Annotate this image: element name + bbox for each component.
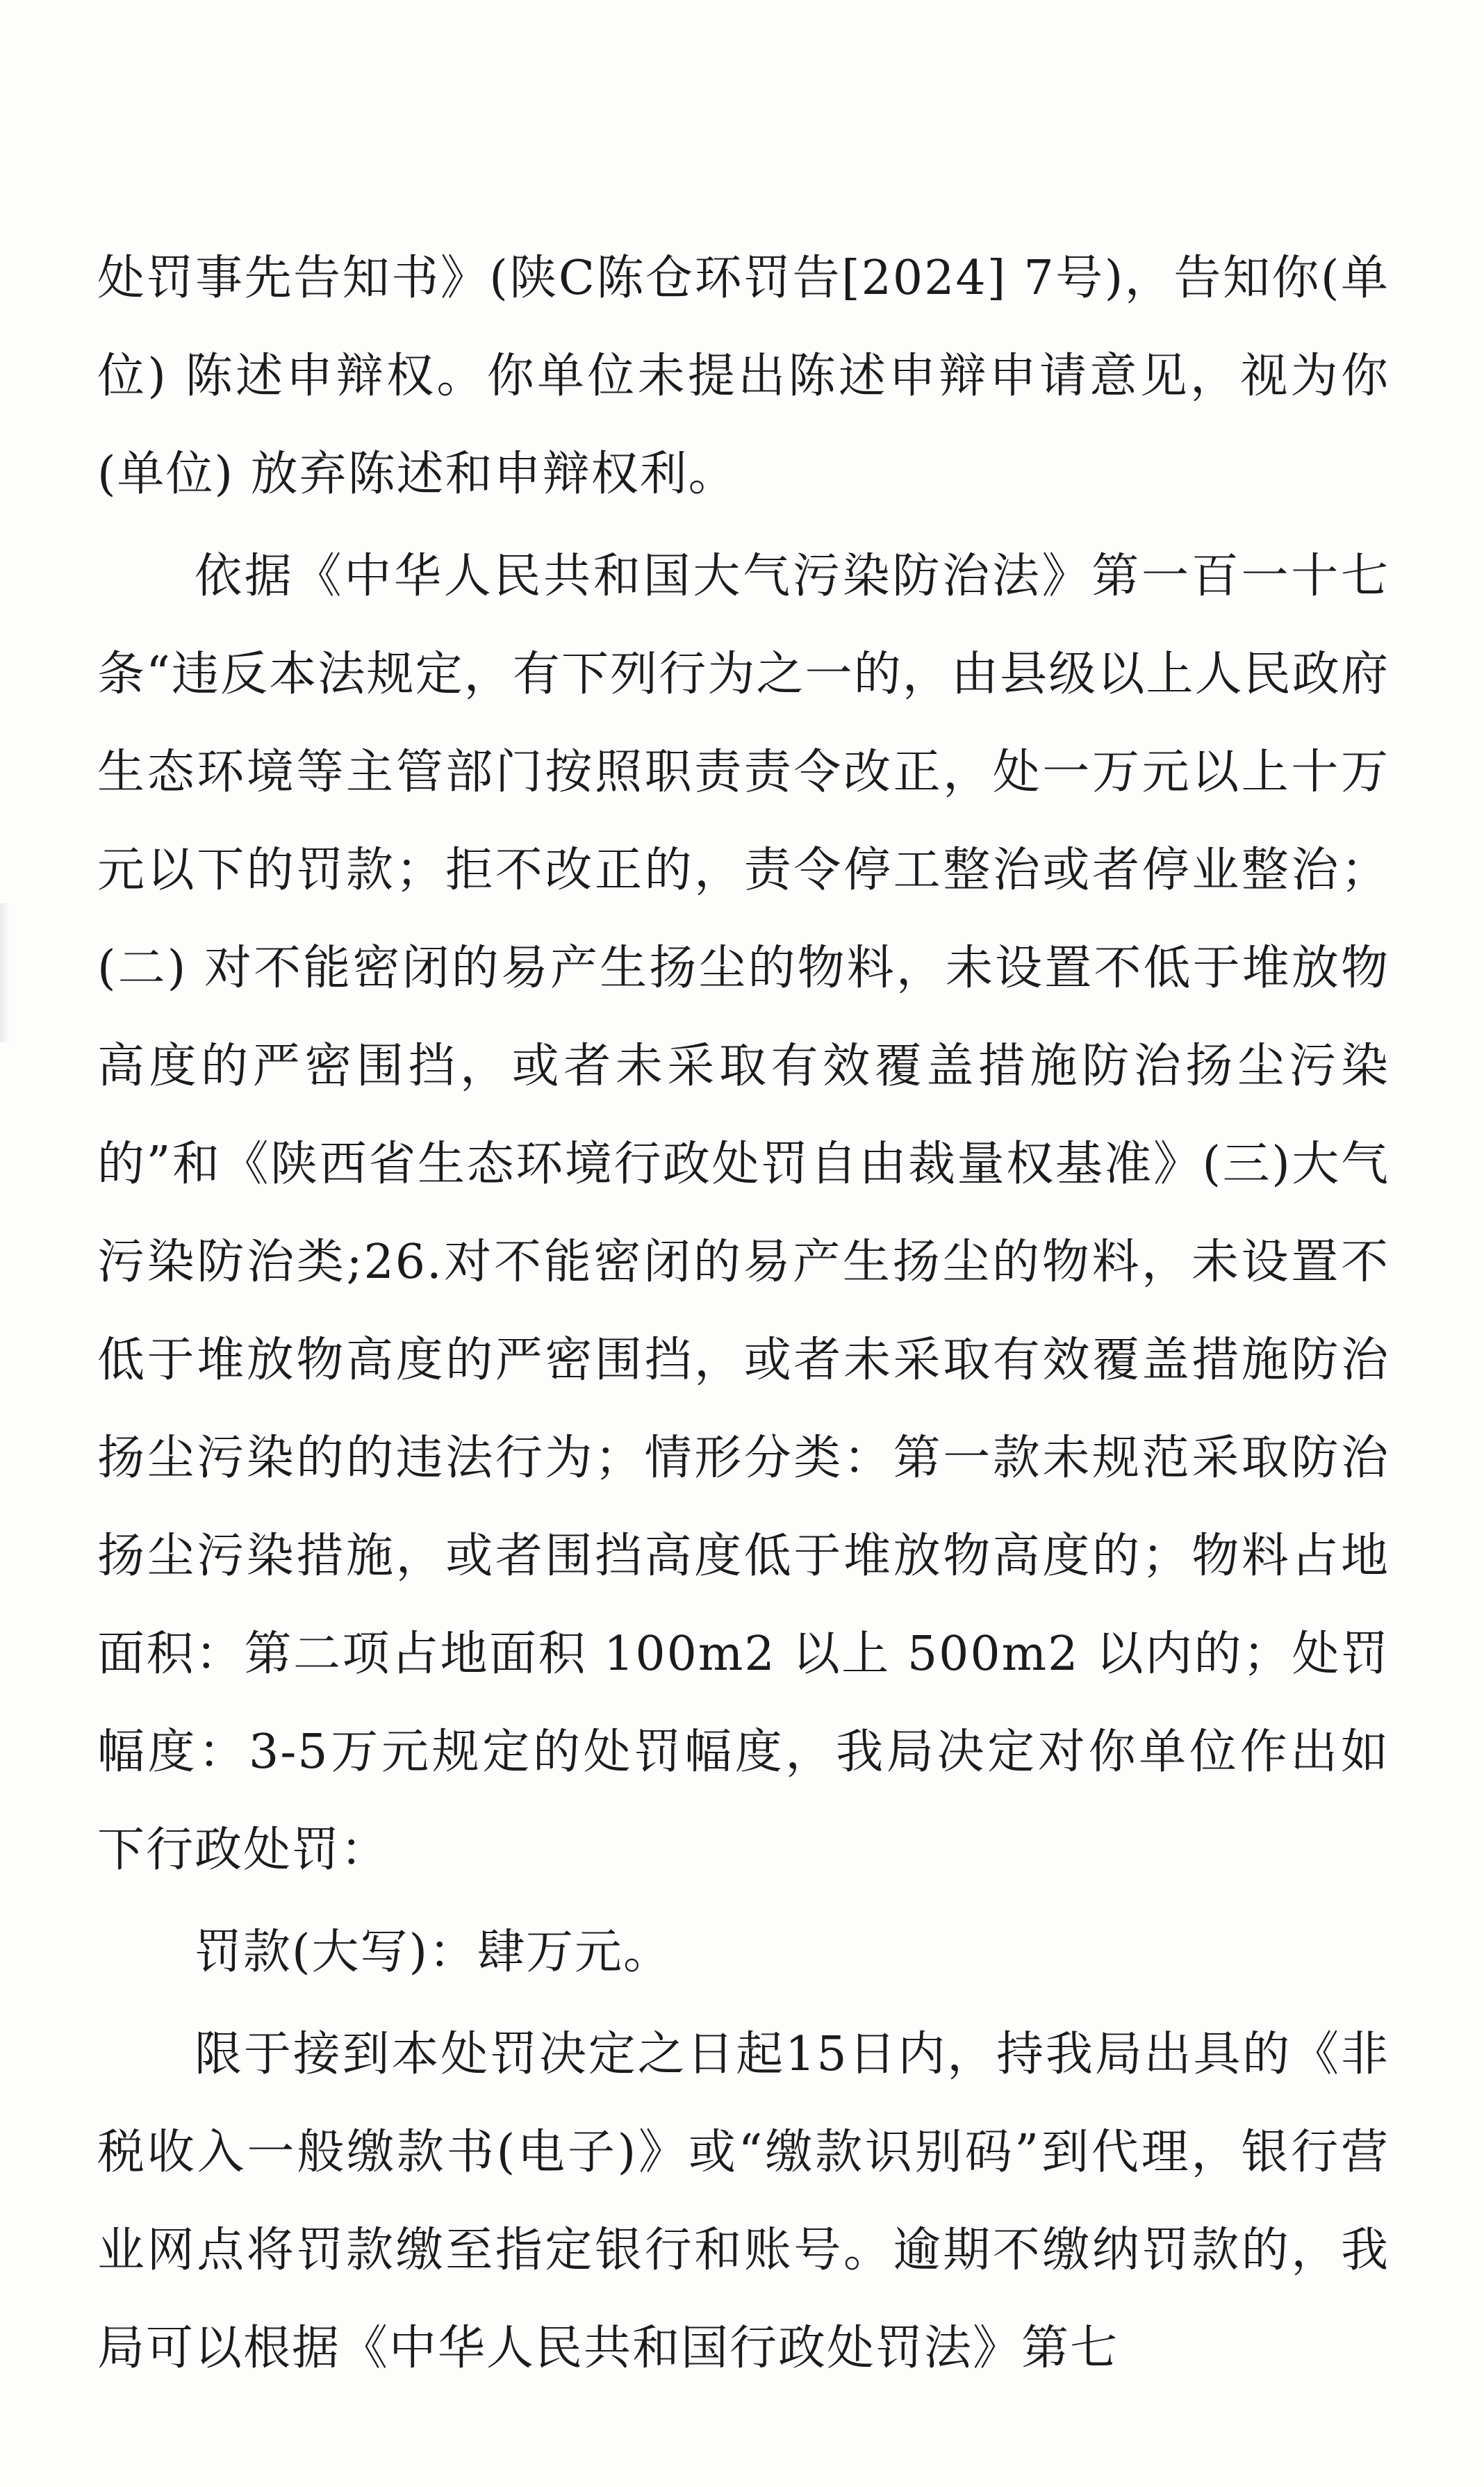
paragraph-notice-continuation: 处罚事先告知书》(陕C陈仓环罚告[2024] 7号)，告知你(单位) 陈述申辩权。你单位未提出陈述申辩申请意见，视为你(单位) 放弃陈述和申辩权利。 (97, 251, 1390, 502)
paragraph-payment-instructions: 限于接到本处罚决定之日起15日内，持我局出具的《非税收入一般缴款书(电子)》或“缴款识别码”到代理，银行营业网点将罚款缴至指定银行和账号。逾期不缴纳罚款的，我局可以根据《中华人民共和国行政处罚法》第七 (97, 2027, 1390, 2376)
paragraph-fine-amount: 罚款(大写)：肆万元。 (195, 1925, 673, 1980)
document-body (97, 229, 1390, 2402)
paragraph-legal-basis: 依据《中华人民共和国大气污染防治法》第一百一十七条“违反本法规定，有下列行为之一的，由县级以上人民政府生态环境等主管部门按照职责责令改正，处一万元以上十万元以下的罚款；拒不改正的，责令停工整治或者停业整治；(二) 对不能密闭的易产生扬尘的物料，未设置不低于堆放物高度的严密围挡，或者未采取有效覆盖措施防治扬尘污染的”和《陕西省生态环境行政处罚自由裁量权基准》(三)大气污染防治类;26.对不能密闭的易产生扬尘的物料，未设置不低于堆放物高度的严密围挡，或者未采取有效覆盖措施防治扬尘污染的的违法行为；情形分类：第一款未规范采取防治扬尘污染措施，或者围挡高度低于堆放物高度的；物料占地面积：第二项占地面积 100m2 以上 500m2 以内的；处罚幅度：3-5万元规定的处罚幅度，我局决定对你单位作出如下行政处罚： (97, 549, 1390, 1878)
scan-edge-shadow (0, 903, 10, 1042)
